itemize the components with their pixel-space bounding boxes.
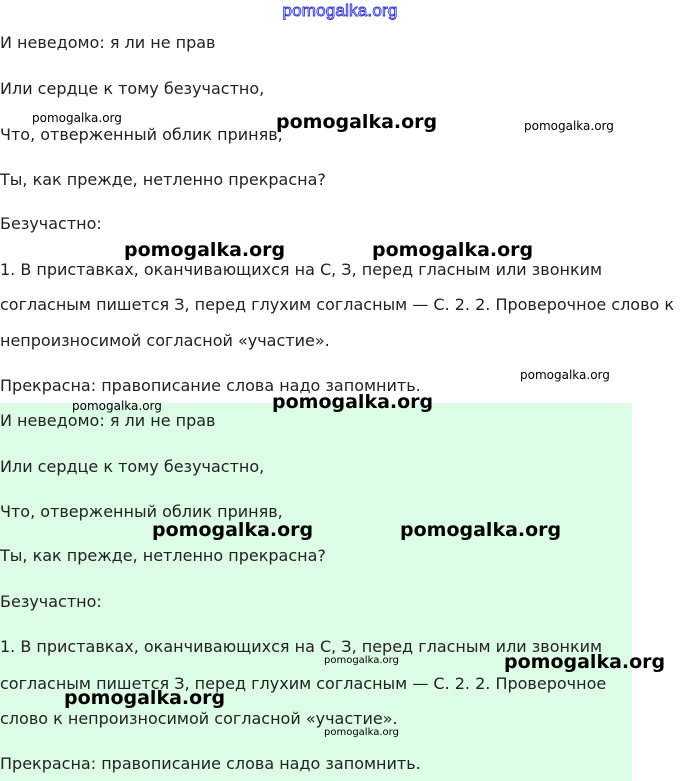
watermark: pomogalka.org	[32, 111, 122, 125]
poem-line-4: Ты, как прежде, нетленно прекрасна?	[0, 170, 326, 189]
poem-line-3: Что, отверженный облик приняв,	[0, 502, 283, 521]
watermark: pomogalka.org	[272, 391, 434, 413]
word-heading: Безучастно:	[0, 214, 102, 233]
watermark: pomogalka.org	[152, 519, 314, 541]
watermark: pomogalka.org	[372, 239, 534, 261]
word-heading: Безучастно:	[0, 592, 102, 611]
explanation-line-1: 1. В приставках, оканчивающихся на С, З, перед гласным или звонким	[0, 637, 603, 656]
explanation-line-3: слово к непроизносимой согласной «участие».	[0, 709, 398, 728]
watermark: pomogalka.org	[400, 519, 562, 541]
watermark: pomogalka.org	[124, 239, 286, 261]
poem-line-1: И неведомо: я ли не прав	[0, 411, 216, 430]
watermark: pomogalka.org	[276, 111, 438, 133]
site-logo[interactable]: pomogalka.org	[282, 1, 398, 20]
explanation-line-2: согласным пишется З, перед глухим согласным — С. 2. 2. Проверочное	[0, 674, 607, 693]
explanation-line-1: 1. В приставках, оканчивающихся на С, З, перед гласным или звонким	[0, 260, 603, 279]
explanation-line-2: согласным пишется З, перед глухим согласным — С. 2. 2. Проверочное слово к	[0, 295, 675, 314]
watermark: pomogalka.org	[72, 399, 162, 413]
poem-line-2: Или сердце к тому безучастно,	[0, 79, 265, 98]
poem-line-3: Что, отверженный облик приняв,	[0, 125, 283, 144]
poem-line-1: И неведомо: я ли не прав	[0, 33, 216, 52]
watermark: pomogalka.org	[524, 119, 614, 133]
watermark: pomogalka.org	[520, 368, 610, 382]
explanation-line-3: непроизносимой согласной «участие».	[0, 331, 330, 350]
spelling-note: Прекрасна: правописание слова надо запомнить.	[0, 754, 421, 773]
watermark: pomogalka.org	[504, 651, 666, 673]
poem-line-2: Или сердце к тому безучастно,	[0, 457, 265, 476]
watermark: pomogalka.org	[324, 655, 399, 666]
watermark: pomogalka.org	[324, 727, 399, 738]
spelling-note: Прекрасна: правописание слова надо запомнить.	[0, 376, 421, 395]
poem-line-4: Ты, как прежде, нетленно прекрасна?	[0, 546, 326, 565]
watermark: pomogalka.org	[64, 687, 226, 709]
